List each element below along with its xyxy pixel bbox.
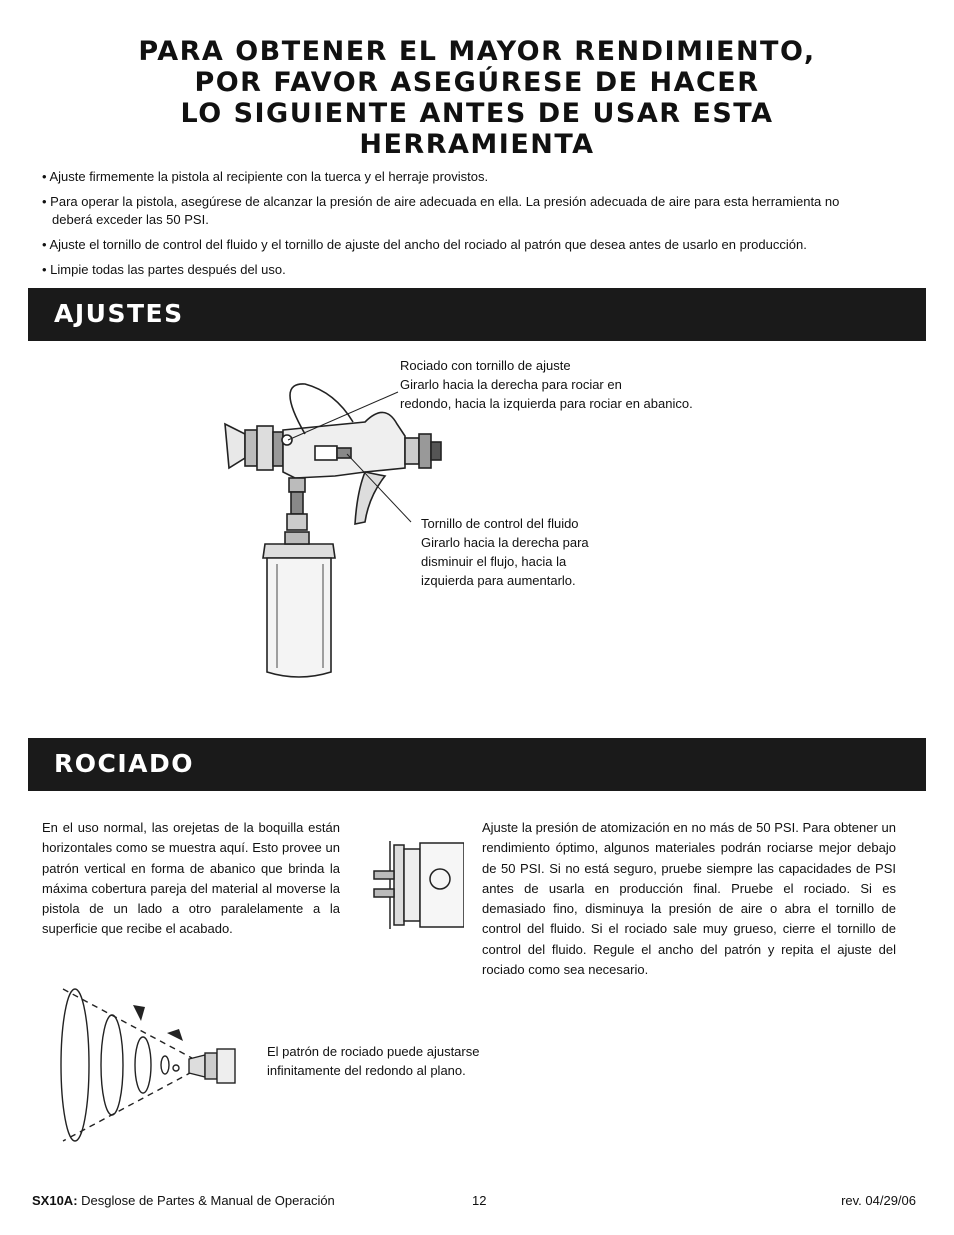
list-item: • Ajuste el tornillo de control del fluido y el tornillo de ajuste del ancho del rociado al patrón que desea antes de usarlo en producción. <box>42 236 882 254</box>
title-line: POR FAVOR ASEGÚRESE DE HACER <box>194 67 760 98</box>
title-line: PARA OBTENER EL MAYOR RENDIMIENTO, <box>138 36 816 67</box>
pattern-screw-callout <box>400 356 760 413</box>
list-item: • Ajuste firmemente la pistola al recipiente con la tuerca y el herraje provistos. <box>42 168 882 186</box>
callout-line: Girarlo hacia la derecha para <box>421 535 589 550</box>
revision-date: rev. 04/29/06 <box>841 1193 916 1208</box>
callout-line: Girarlo hacia la derecha para rociar en <box>400 377 622 392</box>
footer-doc-title <box>32 1193 335 1208</box>
nozzle-orientation-paragraph: En el uso normal, las orejetas de la boquilla están horizontales como se muestra aquí. Esto provee un patrón vertical en forma de abanico que brinda la máxima cobertura pareja del material al moverse la pistola de un lado a otro paralelamente a la superficie que recibe el acabado. <box>42 820 340 937</box>
callout-line: izquierda para aumentarlo. <box>421 573 576 588</box>
title-line: LO SIGUIENTE ANTES DE USAR ESTA <box>180 98 774 129</box>
pressure-paragraph: Ajuste la presión de atomización en no más de 50 PSI. Para obtener un rendimiento óptimo, algunos materiales podrán rociarse mejor debajo de 50 PSI. Si no está seguro, pruebe siempre las capacidades de PSI antes de usarla en producción final. Pruebe el rociado. Si es demasiado fino, disminuya la presión de aire o abra el tornillo de control del fluido. Si el rociado sale muy grueso, cierre el tornillo de control del fluido. Regule el ancho del patrón y repita el ajuste del rociado como sea necesario. <box>482 820 896 978</box>
section-heading: AJUSTES <box>54 299 184 328</box>
spray-gun-illustration <box>215 372 455 692</box>
page-number: 12 <box>472 1193 487 1208</box>
precautions-list <box>42 168 882 286</box>
list-item: • Limpie todas las partes después del uso. <box>42 261 882 279</box>
footer-title: Desglose de Partes & Manual de Operación <box>77 1193 335 1208</box>
spray-pattern-illustration <box>55 985 245 1145</box>
callout-line: Rociado con tornillo de ajuste <box>400 358 571 373</box>
nozzle-front-illustration <box>364 835 464 935</box>
section-heading: ROCIADO <box>54 749 195 778</box>
pattern-caption <box>267 1042 527 1080</box>
title-line: HERRAMIENTA <box>359 129 595 160</box>
page-title <box>40 36 914 160</box>
callout-line: Tornillo de control del fluido <box>421 516 579 531</box>
section-banner-rociado <box>28 738 926 791</box>
caption-line: El patrón de rociado puede ajustarse <box>267 1044 480 1059</box>
footer-model: SX10A: <box>32 1193 78 1208</box>
fluid-control-callout <box>421 514 681 590</box>
section-banner-ajustes <box>28 288 926 341</box>
callout-line: disminuir el flujo, hacia la <box>421 554 567 569</box>
caption-line: infinitamente del redondo al plano. <box>267 1063 466 1078</box>
callout-line: redondo, hacia la izquierda para rociar en abanico. <box>400 396 693 411</box>
list-item: • Para operar la pistola, asegúrese de alcanzar la presión de aire adecuada en ella. La presión adecuada de aire para esta herramienta no deberá exceder las 50 PSI. <box>42 193 882 229</box>
